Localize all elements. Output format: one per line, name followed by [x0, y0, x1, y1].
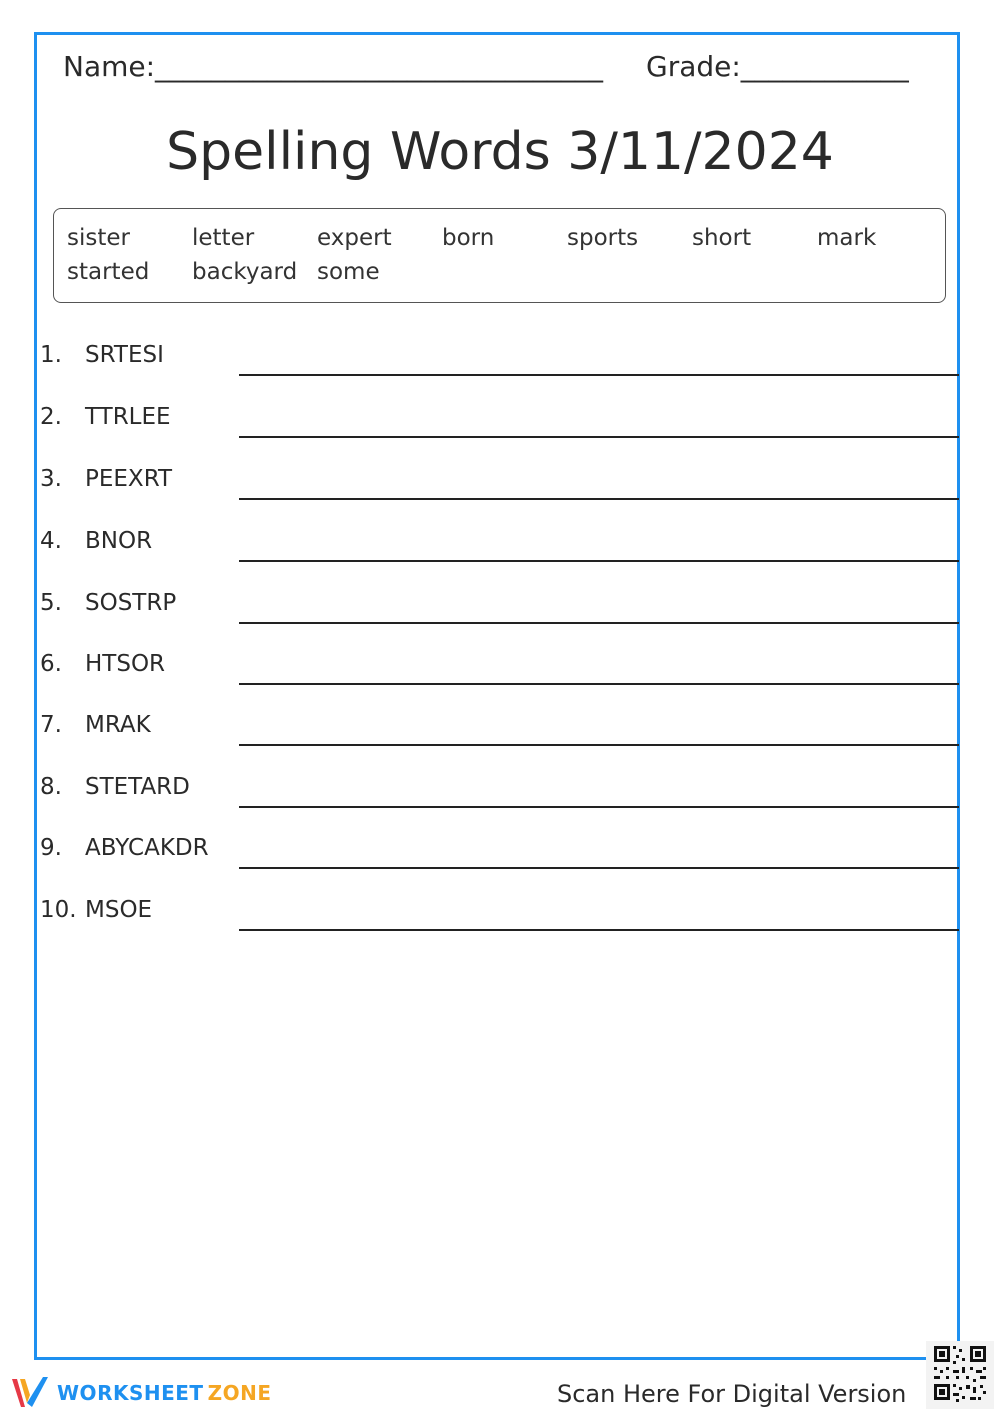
question-number: 4.: [40, 528, 62, 554]
logo-text-worksheet: WORKSHEET: [57, 1381, 204, 1405]
qr-code[interactable]: [926, 1341, 994, 1409]
word-bank-item: short: [692, 225, 752, 251]
word-bank-item: sports: [567, 225, 639, 251]
question-number: 6.: [40, 651, 62, 677]
scrambled-word: SRTESI: [85, 342, 164, 368]
word-bank-item: backyard: [192, 259, 298, 285]
name-field-label[interactable]: Name:________________________________: [63, 50, 604, 83]
grade-field-label[interactable]: Grade:____________: [646, 50, 909, 83]
scrambled-word: HTSOR: [85, 651, 166, 677]
scrambled-word: ABYCAKDR: [85, 835, 209, 861]
scrambled-word: MSOE: [85, 897, 153, 923]
question-number: 1.: [40, 342, 62, 368]
answer-line[interactable]: [239, 498, 959, 500]
scrambled-word: SOSTRP: [85, 590, 177, 616]
word-bank-item: born: [442, 225, 495, 251]
page-title: Spelling Words 3/11/2024: [166, 122, 834, 182]
answer-line[interactable]: [239, 744, 959, 746]
logo-text: [57, 1381, 271, 1405]
word-bank-item: expert: [317, 225, 392, 251]
header-row: [63, 50, 923, 90]
word-bank-item: sister: [67, 225, 130, 251]
question-number: 9.: [40, 835, 62, 861]
question-number: 3.: [40, 466, 62, 492]
word-bank-item: some: [317, 259, 380, 285]
scrambled-word: MRAK: [85, 712, 151, 738]
word-bank-item: letter: [192, 225, 255, 251]
scan-instruction: Scan Here For Digital Version: [557, 1380, 907, 1408]
question-number: 5.: [40, 590, 62, 616]
worksheetzone-logo-icon: [10, 1375, 52, 1411]
answer-line[interactable]: [239, 683, 959, 685]
worksheetzone-logo[interactable]: [10, 1375, 270, 1411]
word-bank-item: mark: [817, 225, 877, 251]
answer-line[interactable]: [239, 436, 959, 438]
word-bank: [53, 208, 946, 303]
answer-line[interactable]: [239, 622, 959, 624]
question-number: 10.: [40, 897, 77, 923]
question-number: 8.: [40, 774, 62, 800]
answer-line[interactable]: [239, 867, 959, 869]
answer-line[interactable]: [239, 374, 959, 376]
answer-line[interactable]: [239, 929, 959, 931]
logo-text-zone: ZONE: [207, 1381, 272, 1405]
answer-line[interactable]: [239, 806, 959, 808]
scrambled-word: PEEXRT: [85, 466, 173, 492]
scrambled-word: STETARD: [85, 774, 190, 800]
qr-code-icon: [926, 1341, 994, 1409]
answer-line[interactable]: [239, 560, 959, 562]
question-number: 7.: [40, 712, 62, 738]
question-number: 2.: [40, 404, 62, 430]
scrambled-word: TTRLEE: [85, 404, 171, 430]
scrambled-word: BNOR: [85, 528, 153, 554]
word-bank-item: started: [67, 259, 150, 285]
